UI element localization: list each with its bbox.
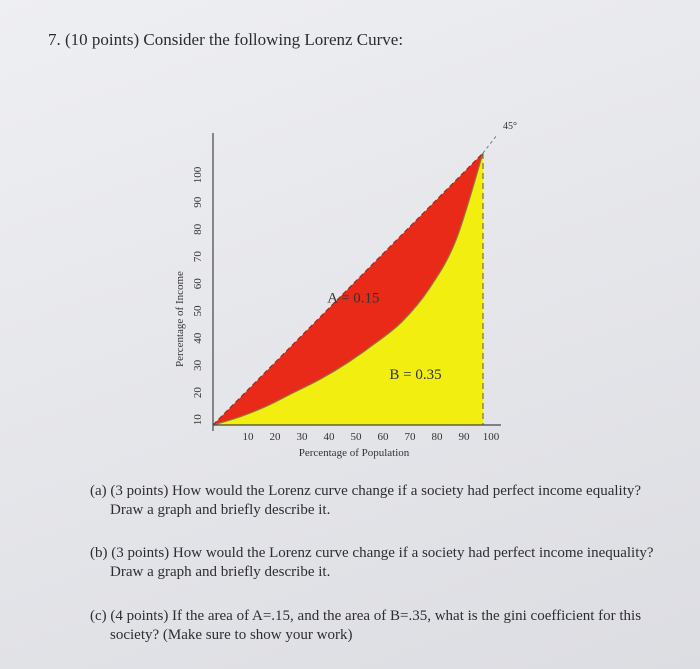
x-tick-label: 20 [269, 431, 281, 443]
y-tick-label: 100 [192, 166, 204, 184]
x-tick-label: 70 [404, 431, 416, 443]
region-a-label: A = 0.15 [327, 290, 380, 307]
x-tick-label: 80 [431, 431, 443, 443]
y-tick-label: 20 [192, 387, 204, 399]
x-tick-label: 100 [482, 431, 500, 443]
part-c-text: (c) (4 points) If the area of A=.15, and the area of B=.35, what is the gini coefficient for this society? (Make sure to show your work) [90, 608, 642, 643]
x-tick-label: 10 [242, 431, 254, 443]
equality-line-extension [483, 135, 497, 153]
y-tick-label: 10 [192, 414, 204, 426]
part-c [90, 607, 660, 645]
y-tick-label: 80 [192, 223, 204, 235]
x-axis-label: Percentage of Population [298, 447, 410, 459]
y-tick-label: 40 [192, 332, 204, 344]
y-tick-label: 60 [192, 278, 204, 290]
x-tick-label: 60 [377, 431, 389, 443]
part-b [90, 544, 660, 582]
part-a [90, 482, 660, 520]
x-tick-label: 50 [350, 431, 362, 443]
x-tick-label: 40 [323, 431, 335, 443]
y-tick-label: 90 [192, 196, 204, 208]
part-b-text: (b) (3 points) How would the Lorenz curve change if a society had perfect income inequality? Draw a graph and briefly describe it. [90, 545, 654, 580]
x-tick-label: 30 [296, 431, 308, 443]
y-tick-label: 50 [192, 305, 204, 317]
equality-line-label: 45° [503, 121, 517, 132]
part-a-text: (a) (3 points) How would the Lorenz curve change if a society had perfect income equality? Draw a graph and briefly describe it. [90, 483, 642, 518]
question-title: 7. (10 points) Consider the following Lorenz Curve: [48, 30, 404, 49]
y-tick-label: 30 [192, 359, 204, 371]
y-axis-label: Percentage of Income [174, 271, 186, 367]
y-tick-label: 70 [192, 251, 204, 263]
x-tick-label: 90 [458, 431, 470, 443]
region-b-label: B = 0.35 [389, 366, 442, 383]
